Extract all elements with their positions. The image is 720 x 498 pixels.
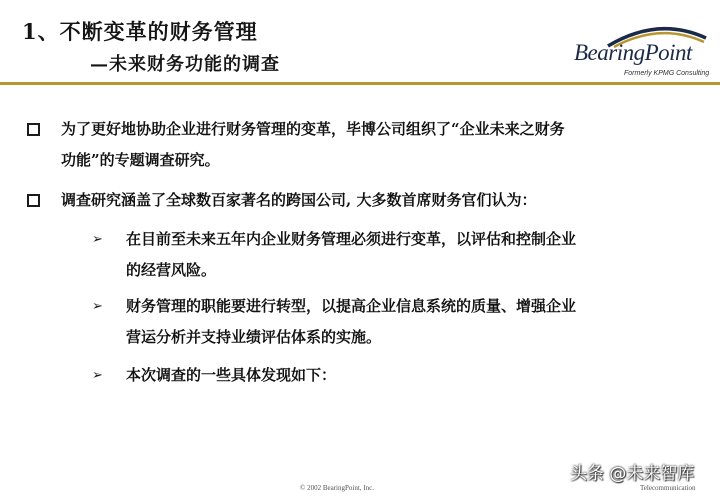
checkbox-bullet-icon [27,194,40,207]
brand-logo [568,16,708,82]
bullet-line: 功能”的专题调查研究。 [61,151,220,169]
slide-title: 1、不断变革的财务管理 [22,19,258,44]
sub-bullet-line: 财务管理的职能要进行转型，以提高企业信息系统的质量、增强企业 [126,297,577,315]
sub-bullet-line: 本次调查的一些具体发现如下： [126,366,337,384]
bullet-line: 调查研究涵盖了全球数百家著名的跨国公司, 大多数首席财务官们认为： [61,191,537,209]
sub-bullet-line: 的经营风险。 [126,261,217,279]
header-divider [0,82,720,85]
arrow-bullet-icon: ➢ [92,368,103,383]
logo-subtitle: Formerly KPMG Consulting [624,70,710,77]
bullet-line: 为了更好地协助企业进行财务管理的变革，毕博公司组织了“企业未来之财务 [61,120,565,138]
slide-subtitle: —未来财务功能的调查 [90,54,280,75]
arrow-bullet-icon: ➢ [92,232,103,247]
watermark-subtitle: Telecommunication [640,484,696,492]
sub-bullet-line: 在目前至未来五年内企业财务管理必须进行变革，以评估和控制企业 [126,230,577,248]
watermark: 头条 @未来智库 [570,464,695,484]
checkbox-bullet-icon [27,123,40,136]
footer-copyright: © 2002 BearingPoint, Inc. [300,484,374,492]
logo-name: BearingPoint [574,40,692,65]
sub-bullet-line: 营运分析并支持业绩评估体系的实施。 [126,328,382,346]
arrow-bullet-icon: ➢ [92,299,103,314]
